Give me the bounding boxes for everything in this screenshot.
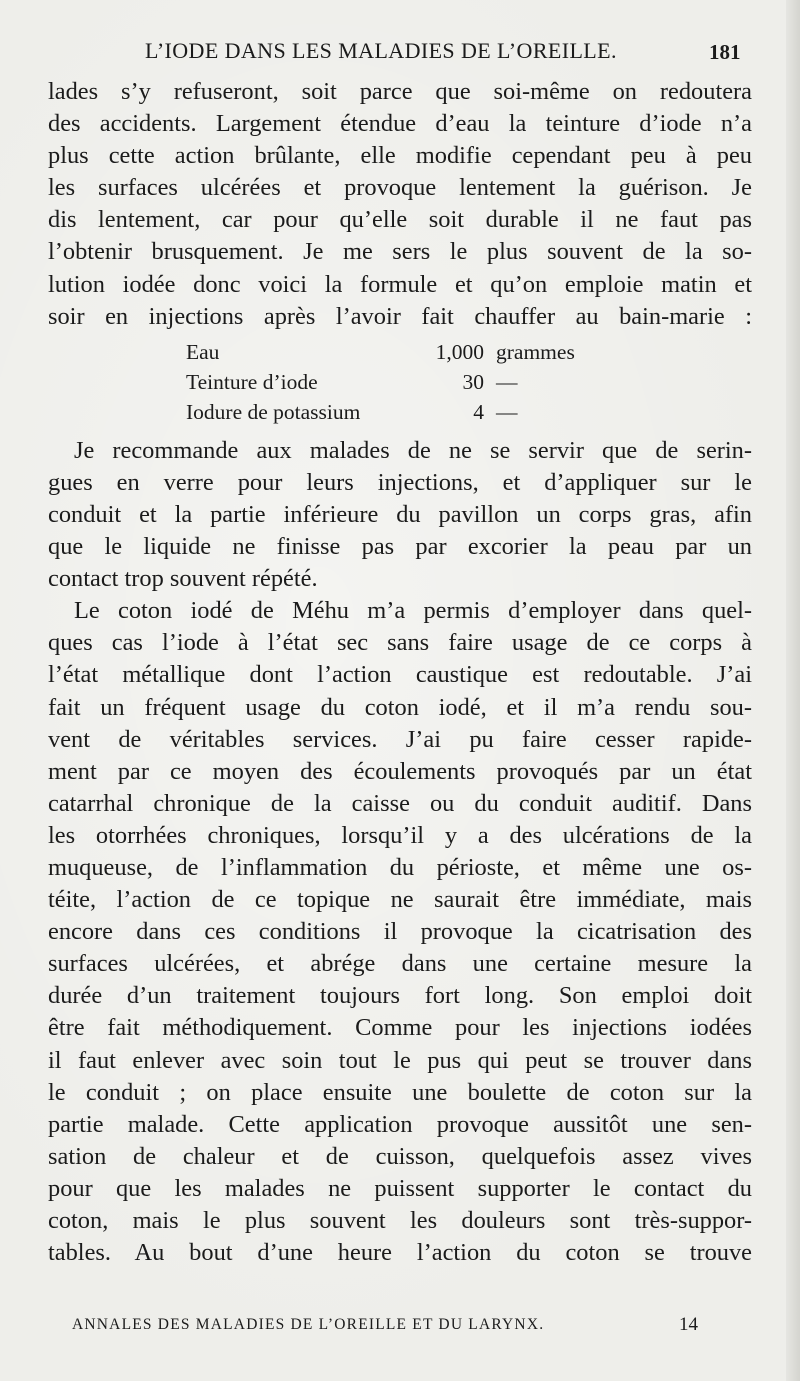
ingredient-name: Iodure de potassium — [186, 399, 361, 424]
ingredient-name: Eau — [186, 339, 220, 364]
paragraph-1 — [48, 76, 752, 333]
paragraph-3 — [48, 595, 752, 1269]
running-head — [0, 38, 800, 68]
recipe-row — [48, 397, 752, 427]
text-line: téite, l’action de ce topique ne saurait être immédiate, mais — [48, 886, 752, 914]
ingredient-unit: — — [496, 399, 518, 424]
text-line: dis lentement, car pour qu’elle soit durable il ne faut pas — [48, 206, 752, 234]
recipe-row — [48, 337, 752, 367]
text-line: plus cette action brûlante, elle modifie cependant peu à peu — [48, 142, 752, 170]
text-line: ques cas l’iode à l’état sec sans faire usage de ce corps à — [48, 629, 752, 657]
text-line: surfaces ulcérées, et abrége dans une certaine mesure la — [48, 950, 752, 978]
text-line: Le coton iodé de Méhu m’a permis d’employer dans quel- — [74, 597, 752, 625]
text-line: lades s’y refuseront, soit parce que soi-même on redoutera — [48, 78, 752, 105]
text-line: fait un fréquent usage du coton iodé, et il m’a rendu sou- — [48, 693, 752, 721]
ingredient-name: Teinture d’iode — [186, 369, 318, 394]
main-text — [48, 76, 752, 1269]
ingredient-unit: — — [496, 369, 518, 394]
page-number: 181 — [709, 40, 741, 64]
text-line: catarrhal chronique de la caisse ou du conduit auditif. Dans — [48, 789, 752, 817]
text-line: conduit et la partie inférieure du pavillon un corps gras, afin — [48, 500, 752, 528]
text-line: les otorrhées chroniques, lorsqu’il y a des ulcérations de la — [48, 821, 752, 849]
text-line: encore dans ces conditions il provoque la cicatrisation des — [48, 918, 752, 946]
recipe-table — [48, 337, 752, 433]
journal-title: ANNALES DES MALADIES DE L’OREILLE ET DU LARYNX. — [72, 1316, 545, 1333]
text-line: il faut enlever avec soin tout le pus qui peut se trouver dans — [48, 1046, 752, 1074]
text-line: lution iodée donc voici la formule et qu’on emploie matin et — [48, 270, 752, 298]
text-line: ment par ce moyen des écoulements provoqués par un état — [48, 757, 752, 785]
ingredient-quantity: 4 — [473, 399, 484, 424]
text-line: gues en verre pour leurs injections, et d’appliquer sur le — [48, 468, 752, 496]
text-line: coton, mais le plus souvent les douleurs sont très-suppor- — [48, 1207, 752, 1234]
text-line: l’obtenir brusquement. Je me sers le plus souvent de la so- — [48, 238, 752, 266]
text-line: contact trop souvent répété. — [48, 565, 318, 593]
text-line: partie malade. Cette application provoque aussitôt une sen- — [48, 1110, 752, 1138]
page-edge — [786, 0, 800, 1381]
text-line: durée d’un traitement toujours fort long. Son emploi doit — [48, 982, 752, 1010]
text-line: des accidents. Largement étendue d’eau la teinture d’iode n’a — [48, 110, 752, 138]
ingredient-unit: grammes — [496, 339, 575, 364]
text-line: vent de véritables services. J’ai pu faire cesser rapide- — [48, 725, 752, 753]
text-line: soir en injections après l’avoir fait chauffer au bain-marie : — [48, 302, 752, 330]
ingredient-quantity: 30 — [462, 369, 484, 394]
ingredient-quantity: 1,000 — [435, 339, 484, 364]
text-line: muqueuse, de l’inflammation du périoste, et même une os- — [48, 853, 752, 881]
text-line: le conduit ; on place ensuite une boulette de coton sur la — [48, 1078, 752, 1106]
running-title: L’IODE DANS LES MALADIES DE L’OREILLE. — [145, 38, 617, 63]
text-line: que le liquide ne finisse pas par excorier la peau par un — [48, 533, 752, 561]
text-line: être fait méthodiquement. Comme pour les injections iodées — [48, 1014, 752, 1042]
paragraph-2 — [48, 435, 752, 595]
page-footer — [0, 1316, 800, 1342]
signature-mark: 14 — [679, 1314, 698, 1335]
text-line: sation de chaleur et de cuisson, quelquefois assez vives — [48, 1142, 752, 1170]
recipe-row — [48, 367, 752, 397]
text-line: l’état métallique dont l’action caustique est redoutable. J’ai — [48, 661, 752, 689]
text-line: pour que les malades ne puissent supporter le contact du — [48, 1174, 752, 1202]
text-line: Je recommande aux malades de ne se servir que de serin- — [74, 436, 752, 464]
text-line: tables. Au bout d’une heure l’action du coton se trouve — [48, 1239, 752, 1267]
text-line: les surfaces ulcérées et provoque lentement la guérison. Je — [48, 174, 752, 202]
